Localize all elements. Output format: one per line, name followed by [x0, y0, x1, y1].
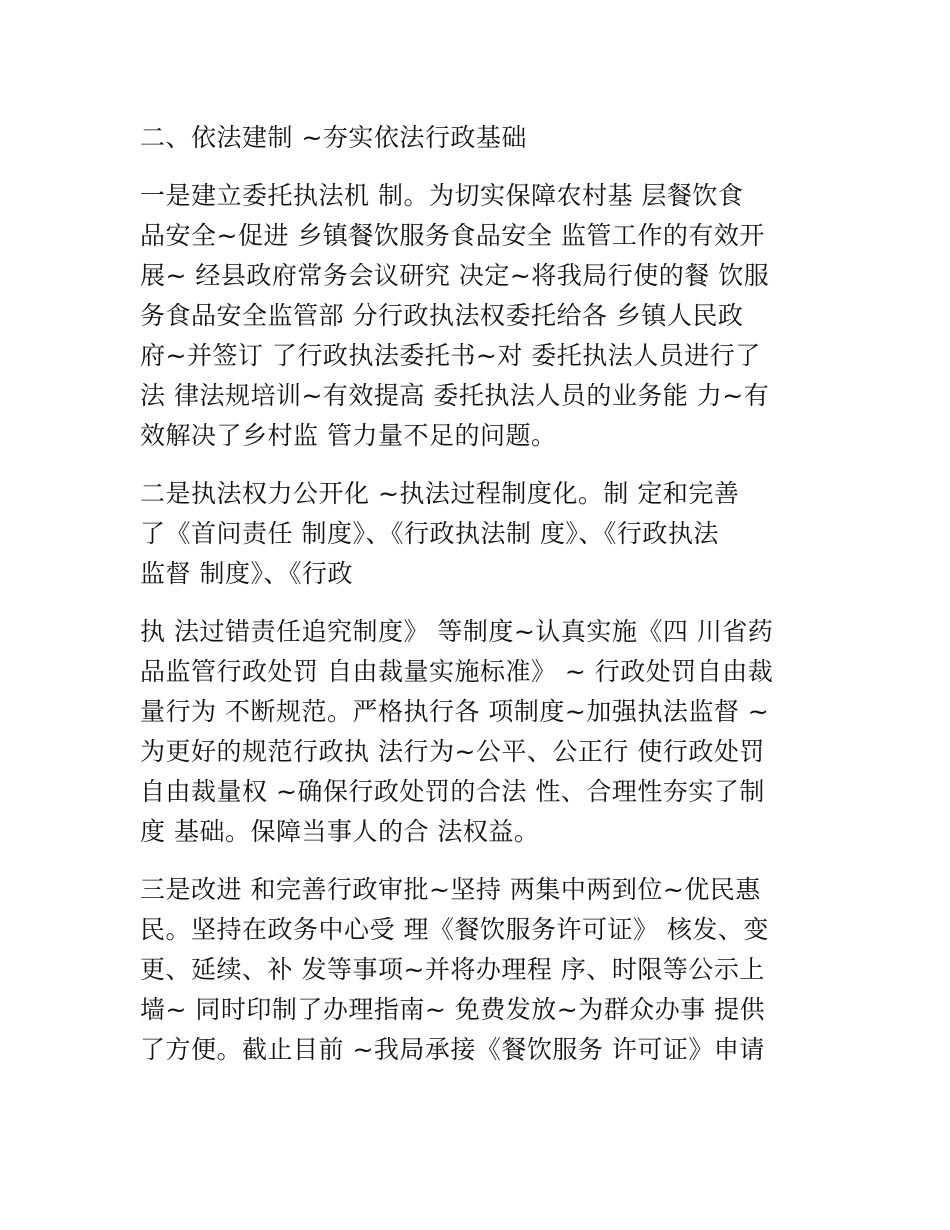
text-line: 三是改进 和完善行政审批~坚持 两集中两到位~优民惠	[140, 875, 761, 904]
text-line: 了方便。截止目前 ~我局承接《餐饮服务 许可证》申请	[140, 1035, 765, 1064]
text-line: 展~ 经县政府常务会议研究 决定~将我局行使的餐 饮服	[140, 261, 770, 290]
text-line: 二是执法权力公开化 ~执法过程制度化。制 定和完善	[140, 479, 740, 508]
text-line: 墙~ 同时印制了办理指南~ 免费发放~为群众办事 提供	[140, 995, 766, 1024]
section-heading: 二、依法建制 ~夯实依法行政基础	[140, 123, 527, 152]
text-line: 府~并签订 了行政执法委托书~对 委托执法人员进行了	[140, 341, 761, 370]
text-line: 自由裁量权 ~确保行政处罚的合法 性、合理性夯实了制	[140, 777, 765, 806]
paragraph-3	[140, 612, 820, 852]
text-line: 品监管行政处罚 自由裁量实施标准》 ~ 行政处罚自由裁	[140, 657, 774, 686]
text-line: 了《首问责任 制度》、《行政执法制 度》、《行政执法	[140, 519, 719, 548]
text-line: 一是建立委托执法机 制。为切实保障农村基 层餐饮食	[140, 181, 744, 210]
text-line: 度 基础。保障当事人的合 法权益。	[140, 817, 540, 846]
text-line: 量行为 不断规范。严格执行各 项制度~加强执法监督 ~	[140, 697, 770, 726]
paragraph-2	[140, 474, 820, 594]
text-line: 效解决了乡村监 管力量不足的问题。	[140, 421, 557, 450]
paragraph-1	[140, 176, 820, 456]
text-line: 执 法过错责任追究制度》 等制度~认真实施《四 川省药	[140, 617, 774, 646]
document-page	[140, 118, 820, 1070]
text-line: 务食品安全监管部 分行政执法权委托给各 乡镇人民政	[140, 301, 744, 330]
paragraph-4	[140, 870, 820, 1070]
text-line: 民。坚持在政务中心受 理《餐饮服务许可证》 核发、变	[140, 915, 769, 944]
text-line: 更、延续、补 发等事项~并将办理程 序、时限等公示上	[140, 955, 765, 984]
text-line: 法 律法规培训~有效提高 委托执法人员的业务能 力~有	[140, 381, 770, 410]
text-line: 为更好的规范行政执 法行为~公平、公正行 使行政处罚	[140, 737, 765, 766]
text-line: 监督 制度》、《行政	[140, 559, 353, 588]
text-line: 品安全~促进 乡镇餐饮服务食品安全 监管工作的有效开	[140, 221, 765, 250]
